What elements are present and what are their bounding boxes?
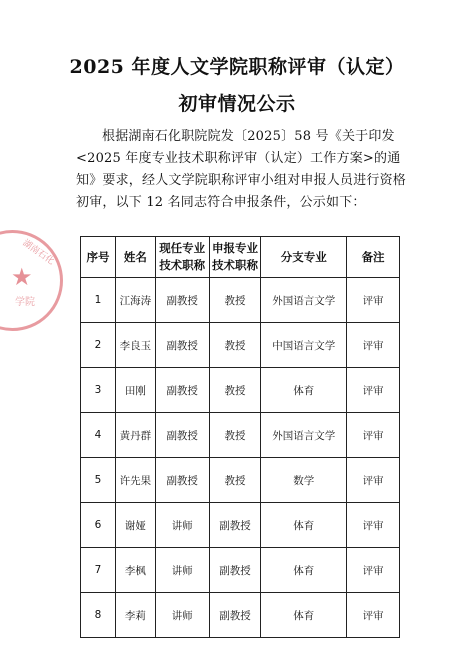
- table-row: [81, 413, 400, 458]
- cell-remark: 评审: [347, 503, 400, 548]
- official-seal: [0, 230, 63, 331]
- cell-index: 5: [81, 458, 116, 503]
- cell-applied-title: 教授: [209, 413, 261, 458]
- cell-remark: 评审: [347, 278, 400, 323]
- header-remark: 备注: [347, 237, 400, 278]
- intro-paragraph: [76, 126, 408, 214]
- cell-specialty: 体育: [261, 368, 347, 413]
- cell-remark: 评审: [347, 323, 400, 368]
- seal-star-icon: ★: [11, 263, 33, 291]
- cell-current-title: 讲师: [155, 548, 209, 593]
- header-name: 姓名: [115, 237, 155, 278]
- cell-specialty: 外国语言文学: [261, 413, 347, 458]
- cell-applied-title: 副教授: [209, 548, 261, 593]
- cell-index: 8: [81, 593, 116, 638]
- cell-specialty: 体育: [261, 548, 347, 593]
- cell-name: 李良玉: [115, 323, 155, 368]
- seal-ring-text: 湖南石化: [20, 238, 56, 268]
- cell-current-title: 副教授: [155, 413, 209, 458]
- table-row: [81, 323, 400, 368]
- cell-name: 许先果: [115, 458, 155, 503]
- document-subtitle: 初审情况公示: [178, 93, 296, 115]
- cell-name: 江海涛: [115, 278, 155, 323]
- cell-name: 李莉: [115, 593, 155, 638]
- cell-specialty: 数学: [261, 458, 347, 503]
- header-specialty: 分支专业: [261, 237, 347, 278]
- cell-applied-title: 教授: [209, 458, 261, 503]
- cell-index: 7: [81, 548, 116, 593]
- cell-specialty: 体育: [261, 503, 347, 548]
- cell-remark: 评审: [347, 593, 400, 638]
- cell-name: 黄丹群: [115, 413, 155, 458]
- cell-applied-title: 教授: [209, 368, 261, 413]
- document-title: 2025 年度人文学院职称评审（认定）: [69, 56, 405, 78]
- cell-remark: 评审: [347, 368, 400, 413]
- header-current-title: 现任专业 技术职称: [155, 237, 209, 278]
- cell-current-title: 副教授: [155, 458, 209, 503]
- cell-applied-title: 教授: [209, 278, 261, 323]
- table-row: [81, 593, 400, 638]
- cell-applied-title: 教授: [209, 323, 261, 368]
- cell-applied-title: 副教授: [209, 503, 261, 548]
- table-row: [81, 278, 400, 323]
- cell-current-title: 副教授: [155, 368, 209, 413]
- cell-index: 2: [81, 323, 116, 368]
- candidate-table: [80, 236, 400, 638]
- cell-index: 6: [81, 503, 116, 548]
- table-header-row: [81, 237, 400, 278]
- cell-current-title: 副教授: [155, 278, 209, 323]
- cell-current-title: 副教授: [155, 323, 209, 368]
- cell-index: 3: [81, 368, 116, 413]
- cell-specialty: 中国语言文学: [261, 323, 347, 368]
- table-row: [81, 548, 400, 593]
- cell-specialty: 体育: [261, 593, 347, 638]
- cell-applied-title: 副教授: [209, 593, 261, 638]
- table-row: [81, 503, 400, 548]
- cell-name: 田刚: [115, 368, 155, 413]
- seal-bottom-text: 学院: [15, 297, 35, 308]
- cell-index: 1: [81, 278, 116, 323]
- header-applied-title: 申报专业 技术职称: [209, 237, 261, 278]
- cell-name: 李枫: [115, 548, 155, 593]
- cell-remark: 评审: [347, 548, 400, 593]
- table-row: [81, 458, 400, 503]
- cell-index: 4: [81, 413, 116, 458]
- cell-name: 谢娅: [115, 503, 155, 548]
- header-index: 序号: [81, 237, 116, 278]
- cell-remark: 评审: [347, 458, 400, 503]
- cell-remark: 评审: [347, 413, 400, 458]
- table-row: [81, 368, 400, 413]
- cell-current-title: 讲师: [155, 593, 209, 638]
- intro-paragraph-text: 根据湖南石化职院院发〔2025〕58 号《关于印发<2025 年度专业技术职称评审（认定）工作方案>的通知》要求，经人文学院职称评审小组对申报人员进行资格初审，以下 12 名同志符合申报条件，公示如下：: [76, 129, 407, 210]
- cell-specialty: 外国语言文学: [261, 278, 347, 323]
- cell-current-title: 讲师: [155, 503, 209, 548]
